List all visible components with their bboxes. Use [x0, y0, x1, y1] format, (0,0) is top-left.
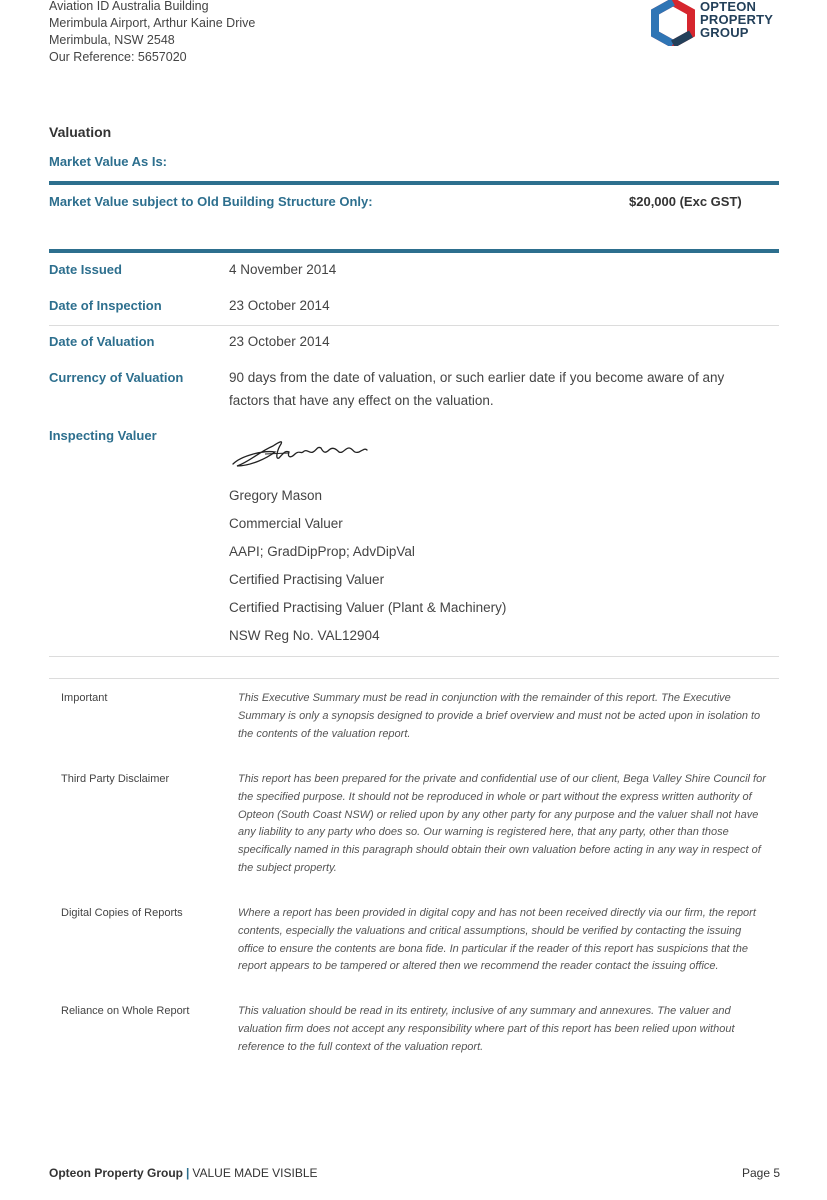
date-issued-label: Date Issued	[49, 262, 122, 277]
valuer-details	[229, 484, 506, 652]
inspection-date-label: Date of Inspection	[49, 298, 162, 313]
divider	[49, 249, 779, 253]
valuation-date-label: Date of Valuation	[49, 334, 155, 349]
market-value-label: Market Value subject to Old Building Structure Only:	[49, 194, 373, 209]
footer-separator: |	[186, 1166, 190, 1180]
market-value-heading: Market Value As Is:	[49, 154, 168, 169]
divider	[49, 181, 779, 185]
opteon-logo	[651, 0, 781, 46]
footer-tagline: VALUE MADE VISIBLE	[192, 1166, 318, 1180]
reliance-label: Reliance on Whole Report	[61, 1005, 190, 1017]
currency-label: Currency of Valuation	[49, 370, 184, 385]
valuer-certification: Certified Practising Valuer	[229, 572, 385, 587]
footer	[49, 1166, 318, 1180]
third-party-disclaimer-label: Third Party Disclaimer	[61, 773, 170, 785]
important-label: Important	[61, 692, 108, 704]
inspection-date-value: 23 October 2014	[229, 298, 330, 313]
section-heading: Valuation	[49, 124, 112, 140]
digital-copies-text: Where a report has been provided in digital copy and has not been received directly via our firm, the report contents, especially the valuations and critical assumptions, should be verified by contacting the issuing office to ensure the contents are bona fide. In particular if the reader of this report has suspicions that the report appears to be tampered or altered then we recommend the reader contact the issuing office.	[238, 907, 756, 973]
property-address	[49, 0, 255, 66]
inspecting-valuer-label: Inspecting Valuer	[49, 428, 157, 443]
digital-copies-label: Digital Copies of Reports	[61, 907, 183, 919]
row-divider	[49, 656, 779, 657]
date-issued-value: 4 November 2014	[229, 262, 337, 277]
reliance-text: This valuation should be read in its entirety, inclusive of any summary and annexures. The valuer and valuation firm does not accept any responsibility where part of this report has been relied upon without reference to the full context of the valuation report.	[238, 1005, 735, 1053]
valuer-certification: Certified Practising Valuer (Plant & Machinery)	[229, 600, 507, 615]
logo-wordmark: OPTEON PROPERTY GROUP	[700, 0, 774, 40]
third-party-disclaimer-text: This report has been prepared for the private and confidential use of our client, Bega Valley Shire Council for the specified purpose. It should not be reproduced in whole or part without the express written authority of Opteon (South Coast NSW) or relied upon by any other party for any purpose and the valuer shall not have any liability to any party who does so. Our warning is registered here, that any party, other than those specifically named in this paragraph should obtain their own valuation before acting in any way in respect of the subject property.	[238, 773, 766, 874]
page-number: Page 5	[742, 1166, 781, 1180]
row-divider	[49, 325, 779, 326]
valuation-date-value: 23 October 2014	[229, 334, 330, 349]
footer-company: Opteon Property Group	[49, 1166, 184, 1180]
valuer-qualifications: AAPI; GradDipProp; AdvDipVal	[229, 544, 415, 559]
signature-image	[229, 436, 369, 470]
address-line: Merimbula Airport, Arthur Kaine Drive	[49, 16, 256, 30]
valuer-registration: NSW Reg No. VAL12904	[229, 628, 380, 643]
valuer-role: Commercial Valuer	[229, 516, 343, 531]
valuer-name: Gregory Mason	[229, 488, 323, 503]
address-line: Aviation ID Australia Building	[49, 0, 209, 13]
important-text: This Executive Summary must be read in conjunction with the remainder of this report. The Executive Summary is only a synopsis designed to provide a brief overview and must not be acted upon in isolation to the contents of the valuation report.	[238, 692, 761, 740]
market-value-amount: $20,000 (Exc GST)	[629, 194, 742, 209]
hexagon-logo-icon	[651, 0, 695, 46]
reference-line: Our Reference: 5657020	[49, 50, 187, 64]
address-line: Merimbula, NSW 2548	[49, 33, 175, 47]
currency-value: 90 days from the date of valuation, or such earlier date if you become aware of any factors that have any effect on the valuation.	[229, 370, 725, 408]
